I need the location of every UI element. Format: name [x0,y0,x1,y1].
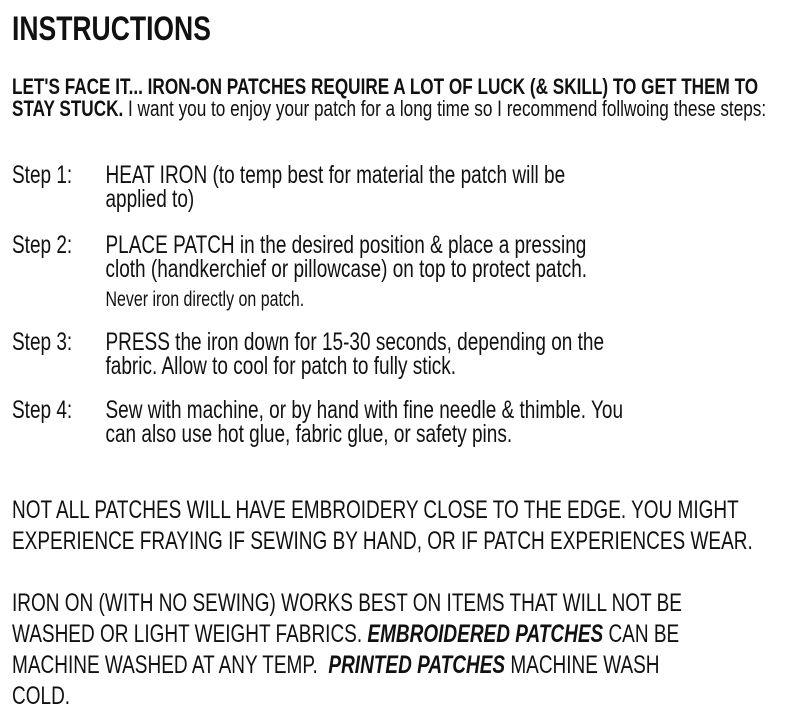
note-text: MACHINE WASH [505,651,660,679]
note-text: CAN BE [603,620,680,648]
step-2 [12,233,772,312]
step-label: Step 1: [12,161,73,189]
edge-embroidery-note [12,495,772,557]
intro-paragraph [12,76,784,120]
note-line [12,650,772,681]
note-line: EXPERIENCE FRAYING IF SEWING BY HAND, OR IF PATCH EXPERIENCES WEAR. [12,527,753,555]
step-3 [12,330,772,378]
step-text: cloth (handkerchief or pillowcase) on top to protect patch. [105,255,588,283]
step-text: HEAT IRON (to temp best for material the patch will be [105,161,566,189]
washing-note [12,588,772,712]
step-label: Step 3: [12,328,73,356]
intro-text: I want you to enjoy your patch for a long time so I recommend follwoing these steps: [123,96,767,121]
step-label: Step 2: [12,231,73,259]
note-text: WASHED OR LIGHT WEIGHT FABRICS. [12,620,368,648]
step-text: Never iron directly on patch. [105,288,305,311]
step-label: Step 4: [12,396,73,424]
step-text: fabric. Allow to cool for patch to fully stick. [105,352,457,380]
step-text: applied to) [105,185,195,213]
step-text: Sew with machine, or by hand with fine needle & thimble. You [105,396,624,424]
note-line [12,619,772,650]
step-text: can also use hot glue, fabric glue, or safety pins. [105,420,513,448]
step-text: PLACE PATCH in the desired position & place a pressing [105,231,587,259]
note-line: COLD. [12,682,71,710]
printed-patches-emphasis: PRINTED PATCHES [328,651,506,679]
note-line: IRON ON (WITH NO SEWING) WORKS BEST ON ITEMS THAT WILL NOT BE [12,589,682,617]
step-4 [12,398,772,446]
step-1 [12,163,772,211]
note-line: NOT ALL PATCHES WILL HAVE EMBROIDERY CLOSE TO THE EDGE. YOU MIGHT [12,496,739,524]
note-text: MACHINE WASHED AT ANY TEMP. [12,651,329,679]
page-title: INSTRUCTIONS [12,10,211,48]
intro-bold-text: LET'S FACE IT... IRON-ON PATCHES REQUIRE A LOT OF LUCK (& SKILL) TO GET THEM TO STAY STUCK. [12,74,759,121]
step-text: PRESS the iron down for 15-30 seconds, depending on the [105,328,605,356]
embroidered-patches-emphasis: EMBROIDERED PATCHES [367,620,604,648]
